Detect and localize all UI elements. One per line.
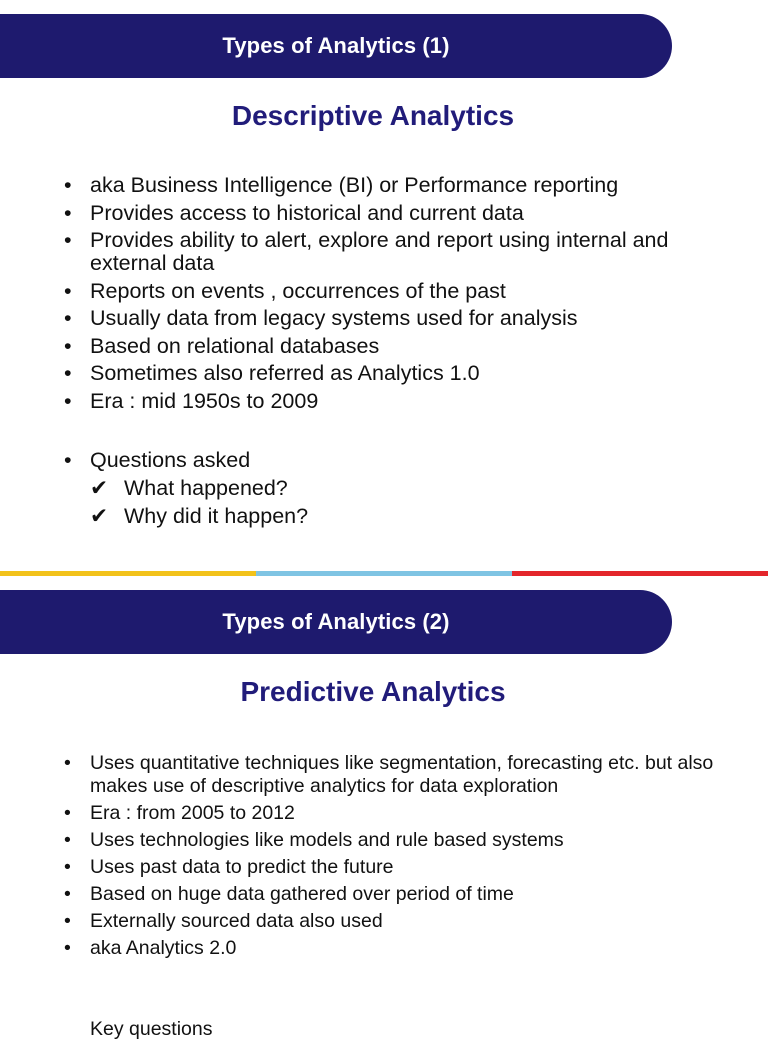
bullet-item (62, 829, 722, 852)
bullet-text: Provides ability to alert, explore and report using internal and external data (90, 228, 669, 275)
bullet-icon: • (64, 200, 72, 225)
bullet-text: Usually data from legacy systems used for analysis (90, 306, 578, 330)
bullet-icon: • (64, 937, 71, 959)
slide-1-bullet-list (62, 174, 722, 417)
bullet-text: Externally sourced data also used (90, 910, 383, 932)
bullet-text: Uses past data to predict the future (90, 856, 394, 878)
slide-1-banner: Types of Analytics (1) (0, 14, 672, 78)
bullet-icon: • (64, 278, 72, 303)
bullet-text: Era : from 2005 to 2012 (90, 802, 295, 824)
bullet-icon: • (64, 228, 72, 252)
slide-2-subtitle: Predictive Analytics (240, 676, 506, 707)
bullet-text: aka Business Intelligence (BI) or Performance reporting (90, 173, 619, 197)
questions-item (62, 446, 722, 474)
slide-2-banner: Types of Analytics (2) (0, 590, 672, 654)
bullet-icon: • (64, 448, 72, 472)
bullet-item (62, 937, 722, 960)
bullet-text: Uses technologies like models and rule based systems (90, 829, 564, 851)
bullet-item (62, 390, 722, 413)
bullet-text: Sometimes also referred as Analytics 1.0 (90, 361, 480, 385)
questions-block (62, 446, 722, 530)
bullet-item (62, 362, 722, 385)
bullet-icon: • (64, 333, 72, 358)
question-text: Why did it happen? (124, 504, 309, 528)
bullet-icon: • (64, 361, 72, 385)
slide-1-subtitle: Descriptive Analytics (231, 100, 515, 131)
question-item (62, 502, 722, 530)
bullet-item (62, 752, 722, 798)
bullet-item (62, 802, 722, 825)
bullet-icon: • (64, 802, 71, 824)
slide-2-bullet-list (62, 752, 722, 964)
bullet-item (62, 229, 722, 275)
bullet-item (62, 202, 722, 225)
question-item (62, 474, 722, 502)
bullet-icon: • (64, 306, 72, 330)
bullet-text: aka Analytics 2.0 (90, 937, 237, 959)
bullet-item (62, 335, 722, 358)
bullet-text: Based on huge data gathered over period of time (90, 883, 514, 905)
bullet-icon: • (64, 173, 72, 197)
bullet-text: Reports on events , occurrences of the past (90, 278, 506, 303)
slide-2 (0, 576, 768, 1040)
checkmark-icon: ✔ (90, 504, 109, 528)
bullet-icon: • (64, 752, 71, 774)
bullet-text: Based on relational databases (90, 333, 380, 358)
bullet-item (62, 856, 722, 879)
bullet-icon: • (64, 829, 71, 851)
bullet-icon: • (64, 883, 71, 905)
checkmark-icon: ✔ (90, 476, 109, 500)
bullet-icon: • (64, 910, 71, 932)
bullet-icon: • (64, 388, 72, 413)
question-text: What happened? (124, 476, 288, 500)
bullet-item (62, 280, 722, 303)
bullet-text: Era : mid 1950s to 2009 (90, 388, 319, 413)
bullet-icon: • (64, 856, 71, 878)
bullet-item (62, 910, 722, 933)
bullet-item (62, 307, 722, 330)
bullet-text: Uses quantitative techniques like segmentation, forecasting etc. but also makes use of descriptive analytics for data exploration (90, 752, 714, 797)
bullet-text: Provides access to historical and current data (90, 200, 524, 225)
questions-label: Questions asked (90, 448, 251, 472)
key-questions-label: Key questions (90, 1018, 213, 1040)
bullet-item (62, 883, 722, 906)
bullet-item (62, 174, 722, 197)
